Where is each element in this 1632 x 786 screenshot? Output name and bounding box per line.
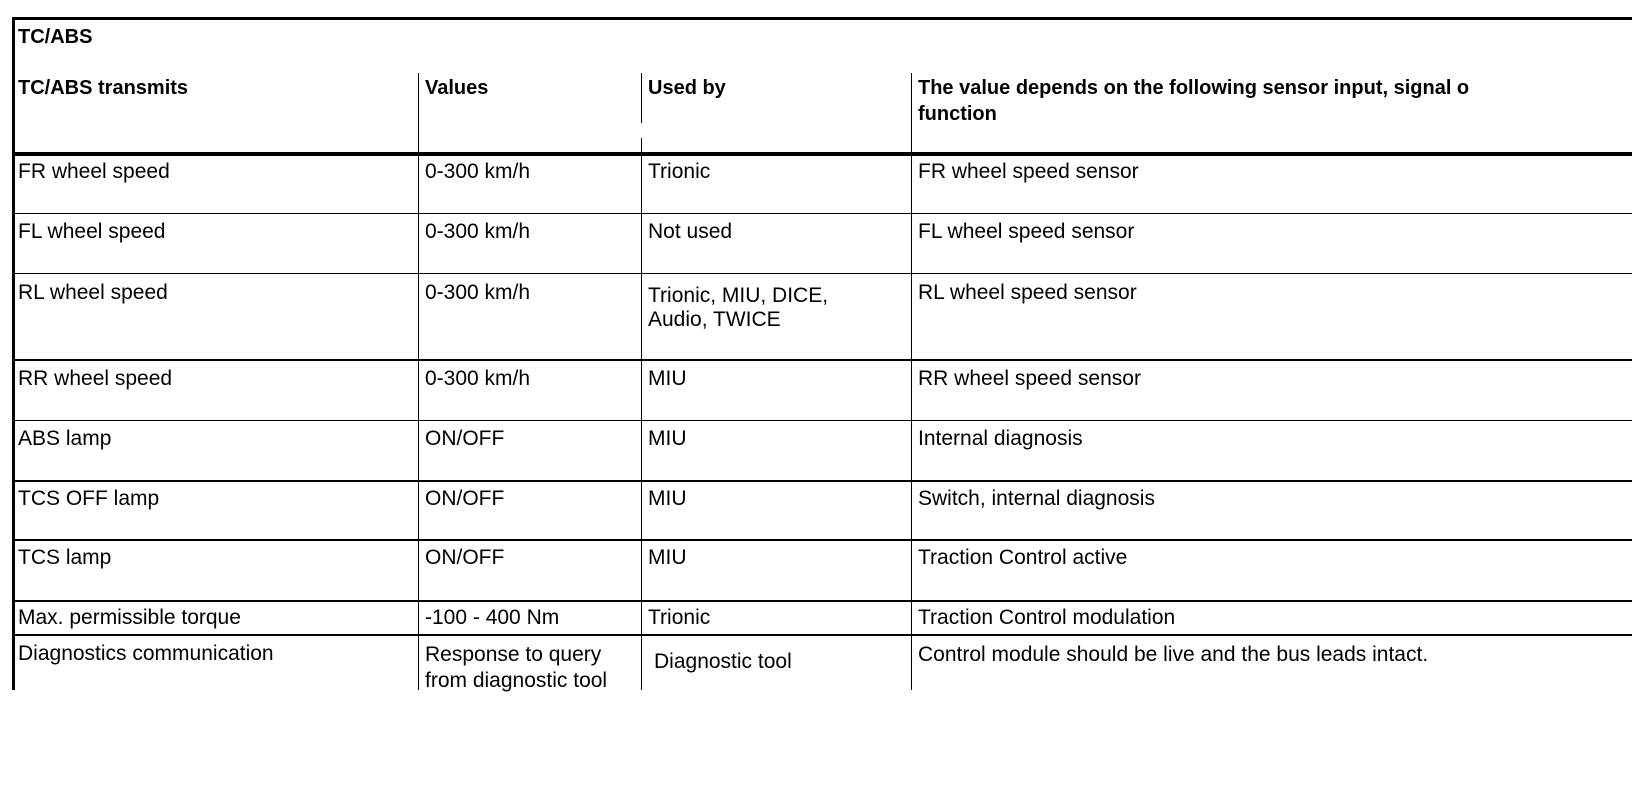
- table-cell-transmits: Max. permissible torque: [18, 606, 241, 629]
- row-divider: [12, 359, 1632, 361]
- table-cell-values: 0-300 km/h: [425, 281, 531, 304]
- column-divider-depends: [911, 73, 912, 690]
- table-cell-depends-on: Control module should be live and the bus leads intact.: [918, 643, 1429, 666]
- table-cell-used-by: MIU: [648, 427, 687, 450]
- table-cell-transmits: ABS lamp: [18, 427, 112, 450]
- table-cell-transmits: FL wheel speed: [18, 220, 166, 243]
- table-cell-used-by: MIU: [648, 487, 687, 510]
- row-divider: [12, 213, 1632, 214]
- table-cell-values: ON/OFF: [425, 487, 505, 510]
- table-cell-transmits: Diagnostics communication: [18, 642, 274, 665]
- table-cell-depends-on: FL wheel speed sensor: [918, 220, 1135, 243]
- table-cell-depends-on: RL wheel speed sensor: [918, 281, 1137, 304]
- table-cell-depends-on: Internal diagnosis: [918, 427, 1083, 450]
- column-divider-used-by-upper: [641, 73, 642, 123]
- table-cell-used-by: Trionic: [648, 160, 711, 183]
- table-cell-values: ON/OFF: [425, 546, 505, 569]
- header-depends-line1: The value depends on the following sensor input, signal o: [918, 77, 1470, 99]
- table-cell-values: ON/OFF: [425, 427, 505, 450]
- table-cell-transmits: FR wheel speed: [18, 160, 170, 183]
- table-top-border: [12, 17, 1632, 20]
- table-cell-values-line2: from diagnostic tool: [425, 669, 608, 692]
- table-cell-depends-on: Traction Control active: [918, 546, 1128, 569]
- table-cell-used-by: Not used: [648, 220, 733, 243]
- header-transmits: TC/ABS transmits: [18, 77, 189, 99]
- column-divider-values: [418, 73, 419, 690]
- row-divider: [12, 600, 1632, 602]
- header-bottom-border: [12, 152, 1632, 156]
- table-cell-depends-on: FR wheel speed sensor: [918, 160, 1139, 183]
- table-cell-used-by: MIU: [648, 546, 687, 569]
- header-values: Values: [425, 77, 489, 99]
- table-cell-used-by: Trionic: [648, 606, 711, 629]
- table-cell-depends-on: Switch, internal diagnosis: [918, 487, 1155, 510]
- table-cell-values-line1: Response to query: [425, 643, 602, 666]
- table-cell-transmits: RL wheel speed: [18, 281, 168, 304]
- table-cell-used-by: Diagnostic tool: [654, 650, 792, 673]
- row-divider: [12, 273, 1632, 274]
- row-divider: [12, 480, 1632, 482]
- table-cell-values: 0-300 km/h: [425, 220, 531, 243]
- row-divider: [12, 539, 1632, 541]
- table-title: TC/ABS: [18, 26, 93, 48]
- table-cell-used-by-line1: Trionic, MIU, DICE,: [648, 284, 829, 307]
- table-cell-used-by-line2: Audio, TWICE: [648, 308, 781, 331]
- table-cell-transmits: RR wheel speed: [18, 367, 173, 390]
- header-used-by: Used by: [648, 77, 726, 99]
- table-cell-used-by: MIU: [648, 367, 687, 390]
- table-cell-values: 0-300 km/h: [425, 160, 531, 183]
- header-depends-line2: function: [918, 103, 997, 125]
- table-cell-transmits: TCS OFF lamp: [18, 487, 160, 510]
- column-divider-used-by: [641, 138, 642, 690]
- table-left-border: [12, 17, 15, 690]
- row-divider: [12, 420, 1632, 421]
- table-cell-values: 0-300 km/h: [425, 367, 531, 390]
- table-cell-values: -100 - 400 Nm: [425, 606, 560, 629]
- table-cell-transmits: TCS lamp: [18, 546, 112, 569]
- row-divider: [12, 634, 1632, 636]
- table-cell-depends-on: Traction Control modulation: [918, 606, 1176, 629]
- table-cell-depends-on: RR wheel speed sensor: [918, 367, 1141, 390]
